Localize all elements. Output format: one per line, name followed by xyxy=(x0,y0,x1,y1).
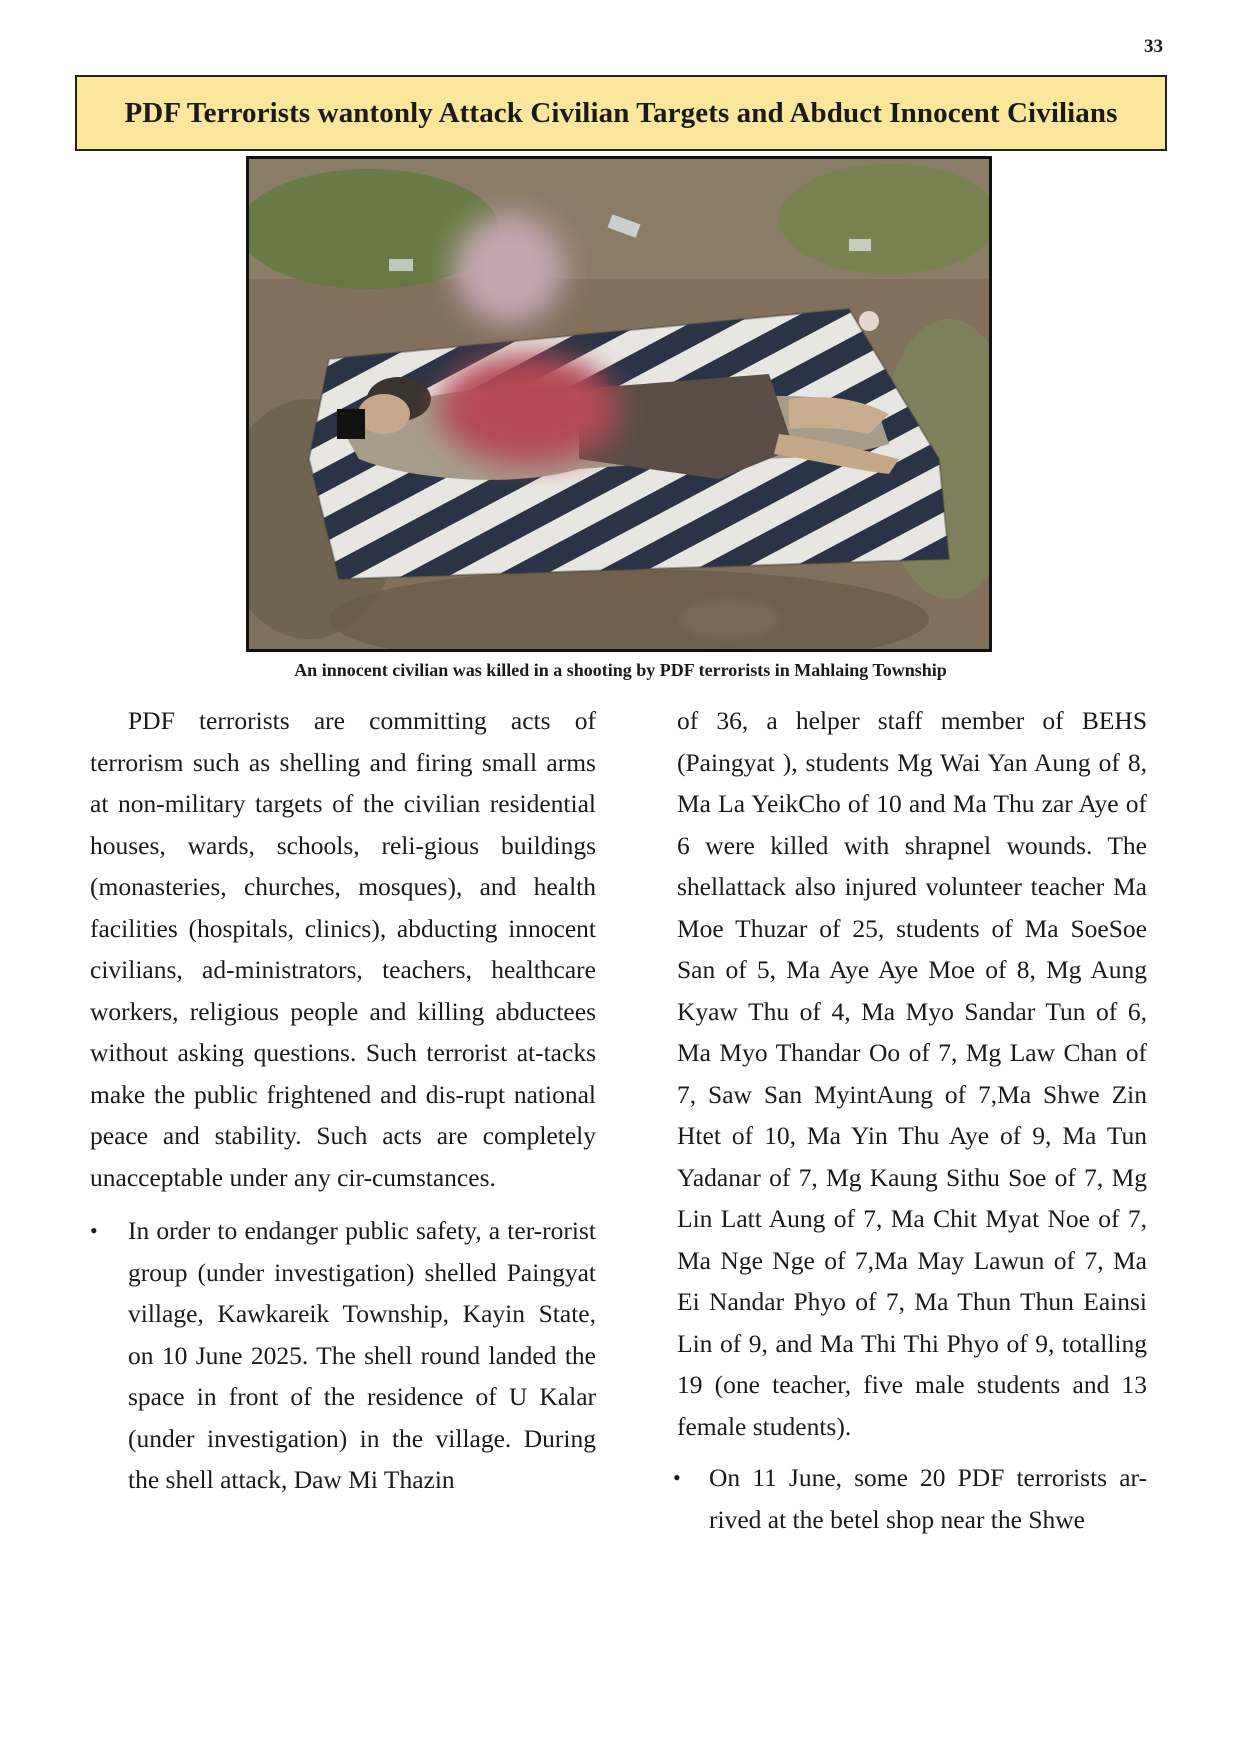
bullet-text: On 11 June, some 20 PDF terrorists ar-rived at the betel shop near the Shwe xyxy=(709,1463,1147,1534)
page-title: PDF Terrorists wantonly Attack Civilian Targets and Abduct Innocent Civilians xyxy=(124,96,1118,129)
photo-caption: An innocent civilian was killed in a shooting by PDF terrorists in Mahlaing Township xyxy=(294,660,947,680)
page-number: 33 xyxy=(1144,36,1163,57)
bullet-text: In order to endanger public safety, a ter-rorist group (under investigation) shelled Paingyat village, Kawkareik Township, Kayin State, on 10 June 2025. The shell round landed the space in front of the residence of U Kalar (under investigation) in the village. During the shell attack, Daw Mi Thazin xyxy=(128,1216,596,1494)
bullet-dot-icon: • xyxy=(90,1218,98,1243)
title-banner xyxy=(75,75,1167,151)
news-photo xyxy=(246,156,992,652)
intro-paragraph: PDF terrorists are committing acts of terrorism such as shelling and firing small arms at non-military targets of the civilian residential houses, wards, schools, reli-gious buildings (monasteries, churches, mosques), and health facilities (hospitals, clinics), abducting innocent civilians, ad-ministrators, teachers, healthcare workers, religious people and killing abductees without asking questions. Such terrorist at-tacks make the public frightened and dis-rupt national peace and stability. Such acts are completely unacceptable under any cir-cumstances. xyxy=(90,706,596,1192)
left-column xyxy=(90,700,596,1501)
bullet-item xyxy=(90,1210,596,1501)
bullet-dot-icon: • xyxy=(673,1465,681,1490)
continuation-paragraph: of 36, a helper staff member of BEHS (Paingyat ), students Mg Wai Yan Aung of 8, Ma La YeikCho of 10 and Ma Thu zar Aye of 6 were killed with shrapnel wounds. The shellattack also injured volunteer teacher Ma Moe Thuzar of 25, students of Ma SoeSoe San of 5, Ma Aye Aye Moe of 8, Mg Aung Kyaw Thu of 4, Ma Myo Sandar Tun of 6, Ma Myo Thandar Oo of 7, Mg Law Chan of 7, Saw San MyintAung of 7,Ma Shwe Zin Htet of 10, Ma Yin Thu Aye of 9, Ma Tun Yadanar of 7, Mg Kaung Sithu Soe of 7, Mg Lin Latt Aung of 7, Ma Chit Myat Noe of 7, Ma Nge Nge of 7,Ma May Lawun of 7, Ma Ei Nandar Phyo of 7, Ma Thun Thun Eainsi Lin of 9, and Ma Thi Thi Phyo of 9, totalling 19 (one teacher, five male students and 13 female students). xyxy=(677,706,1147,1441)
photo-illustration xyxy=(249,159,989,649)
right-column xyxy=(673,700,1147,1540)
bullet-item xyxy=(673,1457,1147,1540)
